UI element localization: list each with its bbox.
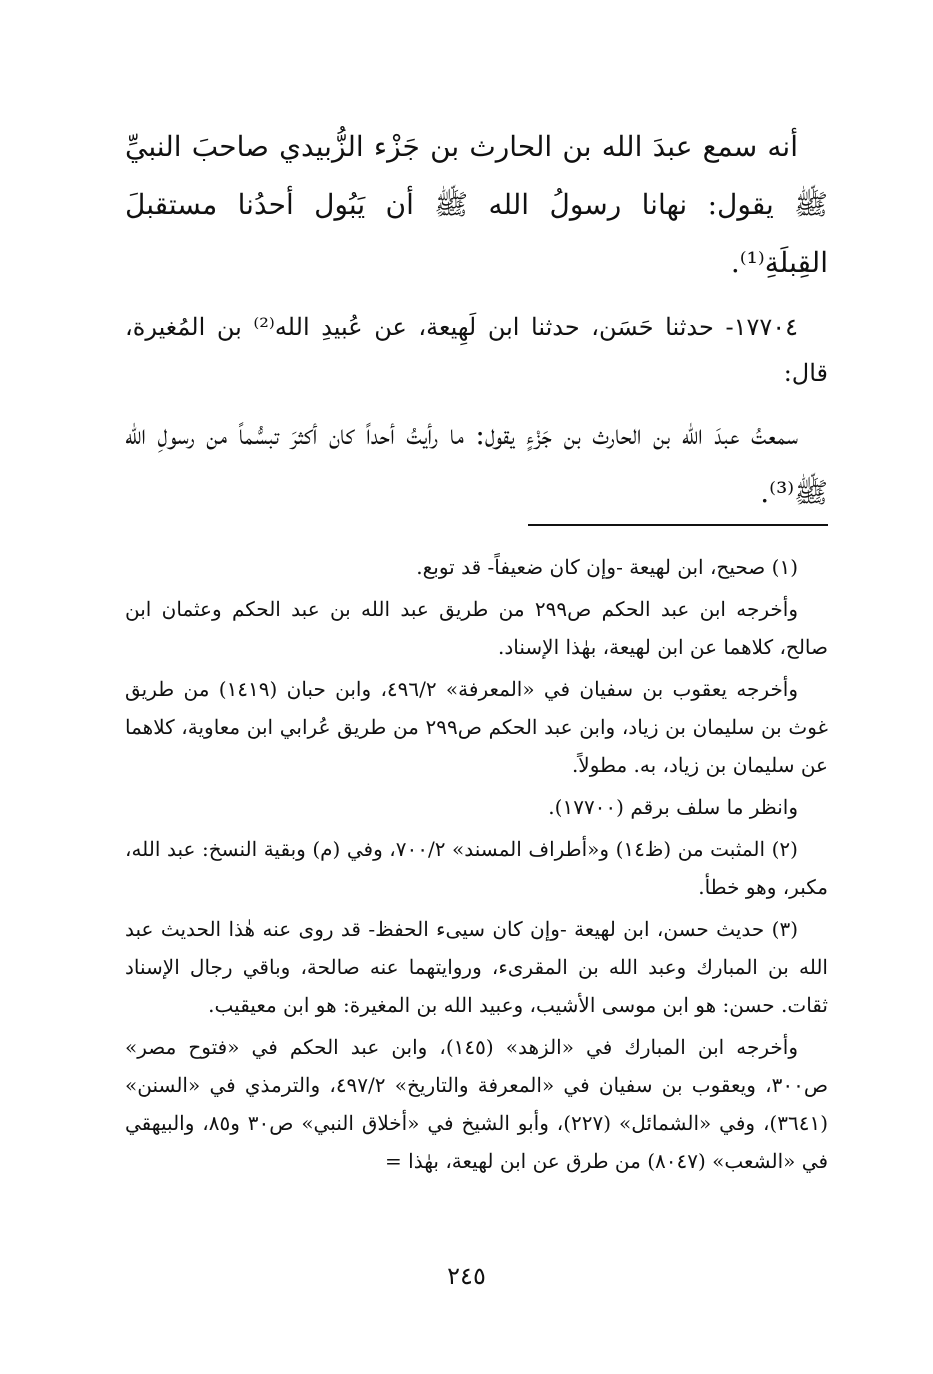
main-text	[125, 118, 828, 522]
footnote-separator	[528, 524, 828, 526]
footnote-paragraph: وانظر ما سلف برقم (١٧٧٠٠).	[548, 795, 798, 819]
footnote-paragraph: وأخرجه ابن عبد الحكم ص٢٩٩ من طريق عبد الله بن عبد الحكم وعثمان ابن صالح، كلاهما عن ابن لهيعة، بهٰذا الإسناد.	[125, 597, 828, 659]
main-paragraph-1: أنه سمع عبدَ الله بن الحارث بن جَزْء الزُّبيدي صاحبَ النبيِّ ﷺ يقول: نهانا رسولُ الله ﷺ أن يَبُول أحدُنا مستقبلَ القِبلَةِ⁽¹⁾.	[125, 130, 828, 279]
footnotes	[125, 548, 828, 1184]
main-paragraph-2: سمعتُ عبدَ الله بن الحارث بن جَزْءٍ يقول: ما رأيتُ أحداً كان أكثرَ تبسُّماً من رسولِ الله ﷺ⁽³⁾.	[125, 418, 828, 509]
page-number: ٢٤٥	[447, 1262, 486, 1290]
footnote-paragraph: وأخرجه يعقوب بن سفيان في «المعرفة» ٤٩٦/٢، وابن حبان (١٤١٩) من طريق غوث بن سليمان بن زياد، وابن عبد الحكم ص٢٩٩ من طريق عُرابي ابن معاوية، كلاهما عن سليمان بن زياد، به. مطولاً.	[125, 677, 828, 777]
footnote-paragraph: (١) صحيح، ابن لهيعة -وإن كان ضعيفاً- قد توبع.	[416, 555, 798, 579]
footnote-paragraph: (٣) حديث حسن، ابن لهيعة -وإن كان سيىء الحفظ- قد روى عنه هٰذا الحديث عبد الله بن المبارك وعبد الله بن المقرىء، وروايتهما عنه صالحة، وباقي رجال الإسناد ثقات. حسن: هو ابن موسى الأشيب، وعبيد الله بن المغيرة: هو ابن معيقيب.	[125, 917, 828, 1017]
hadith-chain: ١٧٧٠٤- حدثنا حَسَن، حدثنا ابن لَهِيعة، عن عُبيدِ الله⁽²⁾ بن المُغيرة، قال:	[125, 313, 828, 387]
footnote-paragraph: وأخرجه ابن المبارك في «الزهد» (١٤٥)، وابن عبد الحكم في «فتوح مصر» ص٣٠٠، ويعقوب بن سفيان في «المعرفة والتاريخ» ٤٩٧/٢، والترمذي في «السنن» (٣٦٤١)، وفي «الشمائل» (٢٢٧)، وأبو الشيخ في «أخلاق النبي» ص٣٠ و٨٥، والبيهقي في «الشعب» (٨٠٤٧) من طرق عن ابن لهيعة، بهٰذا =	[125, 1035, 829, 1173]
footnote-paragraph: (٢) المثبت من (ظ١٤) و«أطراف المسند» ٧٠٠/٢، وفي (م) وبقية النسخ: عبد الله، مكبر، وهو خطأ.	[125, 837, 828, 899]
